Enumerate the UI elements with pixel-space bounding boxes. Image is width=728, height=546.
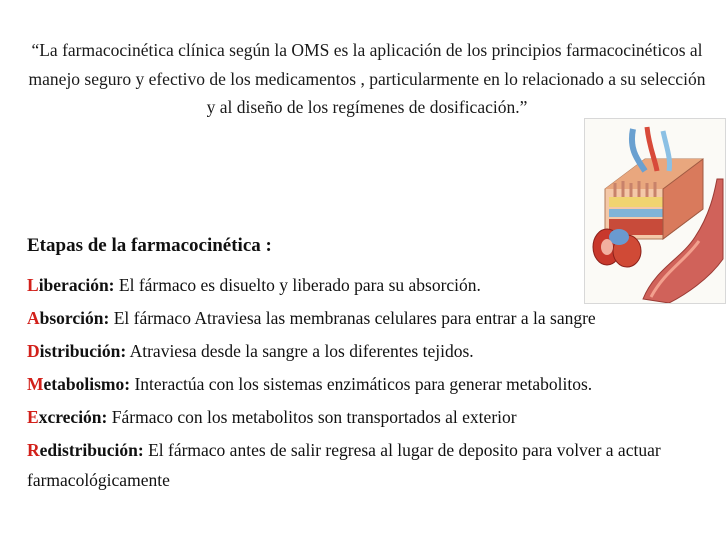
stage-initial: A [27,308,40,328]
stage-redistribucion [27,435,707,495]
stage-title: bsorción: [39,308,110,328]
stage-description: El fármaco es disuelto y liberado para su absorción. [114,275,481,295]
stage-excrecion [27,402,707,432]
stage-initial: M [27,374,44,394]
stage-description: Interactúa con los sistemas enzimáticos para generar metabolitos. [130,374,593,394]
stage-initial: E [27,407,39,427]
oms-quote: “La farmacocinética clínica según la OMS es la aplicación de los principios farmacocinéticos al manejo seguro y efectivo de los medicamentos , particularmente en lo relacionado a su selección y al diseño de los regímenes de dosificación.” [28,40,706,117]
stage-liberacion [27,270,707,300]
stage-title: etabolismo: [43,374,131,394]
stage-initial: R [27,440,40,460]
stage-metabolismo [27,369,707,399]
stage-description: El fármaco Atraviesa las membranas celulares para entrar a la sangre [109,308,596,328]
stages-list [27,270,707,498]
stage-title: iberación: [38,275,115,295]
stage-title: istribución: [39,341,127,361]
stage-initial: D [27,341,40,361]
stage-title: xcreción: [38,407,108,427]
stage-distribucion [27,336,707,366]
stage-description: Fármaco con los metabolitos son transportados al exterior [107,407,517,427]
stage-description: El fármaco antes de salir regresa al lugar de deposito para volver a actuar farmacológicamente [27,440,661,490]
stage-description: Atraviesa desde la sangre a los diferentes tejidos. [126,341,474,361]
stage-initial: L [27,275,39,295]
stage-absorcion [27,303,707,333]
stages-heading: Etapas de la farmacocinética : [27,235,272,256]
stage-title: edistribución: [39,440,144,460]
